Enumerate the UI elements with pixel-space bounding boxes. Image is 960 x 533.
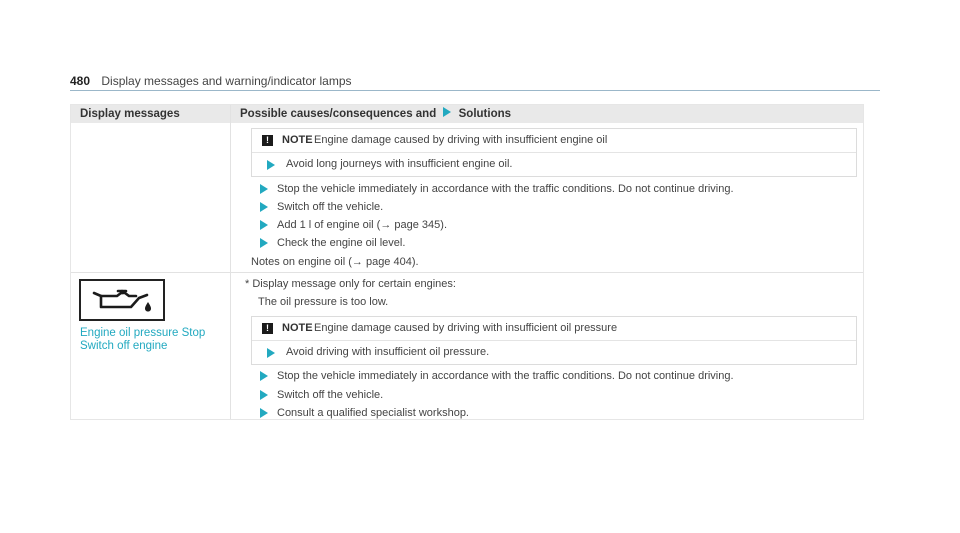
page-header <box>70 74 352 88</box>
note-step-row <box>252 340 856 364</box>
step-arrow-icon <box>260 390 268 400</box>
warning-icon: ! <box>262 135 273 146</box>
step-arrow-icon <box>260 371 268 381</box>
step-text: Stop the vehicle immediately in accordance with the traffic conditions. Do not continue driving. <box>277 370 734 382</box>
note-title: NOTE <box>282 322 313 334</box>
note-text: Engine damage caused by driving with insufficient oil pressure <box>314 322 618 334</box>
step-arrow-icon <box>260 220 268 230</box>
oil-can-icon <box>81 281 163 319</box>
solutions-arrow-icon <box>443 107 451 117</box>
note-header-row <box>252 129 856 152</box>
step-text: Stop the vehicle immediately in accordance with the traffic conditions. Do not continue driving. <box>277 183 734 195</box>
note-step-text: Avoid driving with insufficient oil pressure. <box>286 346 490 358</box>
note-step-row <box>252 152 856 176</box>
step-arrow-icon <box>260 184 268 194</box>
step-text: Switch off the vehicle. <box>277 201 384 213</box>
note-step-text: Avoid long journeys with insufficient engine oil. <box>286 158 513 170</box>
note-text: Engine damage caused by driving with insufficient engine oil <box>314 134 608 146</box>
notes-reference-link[interactable]: Notes on engine oil (→ page 404). <box>251 256 419 268</box>
note-title: NOTE <box>282 134 313 146</box>
message-label-line2: Switch off engine <box>80 340 168 352</box>
step-arrow-icon <box>260 238 268 248</box>
message-label-line1: Engine oil pressure Stop <box>80 327 206 339</box>
footnote-text: * Display message only for certain engines: <box>245 278 456 290</box>
column-header-causes-text: Possible causes/consequences and <box>240 108 437 120</box>
step-arrow-icon <box>267 160 275 170</box>
note-header-row <box>252 317 856 340</box>
note-box-oil-pressure <box>251 316 857 365</box>
note-box-engine-oil <box>251 128 857 177</box>
page-number: 480 <box>70 74 91 88</box>
step-text: Consult a qualified specialist workshop. <box>277 407 469 419</box>
header-rule <box>70 90 880 91</box>
column-divider <box>230 105 231 419</box>
row-divider <box>71 272 863 273</box>
display-messages-table <box>70 104 864 420</box>
step-arrow-icon <box>267 348 275 358</box>
section-title: Display messages and warning/indicator lamps <box>101 74 352 88</box>
column-header-display-messages: Display messages <box>71 105 230 123</box>
step-text: Check the engine oil level. <box>277 237 406 249</box>
column-header-solutions-text: Solutions <box>458 108 512 120</box>
cause-text: The oil pressure is too low. <box>258 296 389 308</box>
step-text: Switch off the vehicle. <box>277 389 384 401</box>
warning-icon: ! <box>262 323 273 334</box>
step-arrow-icon <box>260 202 268 212</box>
oil-pressure-lamp-frame <box>79 279 165 321</box>
step-text-page-link[interactable]: Add 1 l of engine oil (→ page 345). <box>277 219 448 231</box>
step-arrow-icon <box>260 408 268 418</box>
column-header-causes-solutions <box>231 105 863 123</box>
